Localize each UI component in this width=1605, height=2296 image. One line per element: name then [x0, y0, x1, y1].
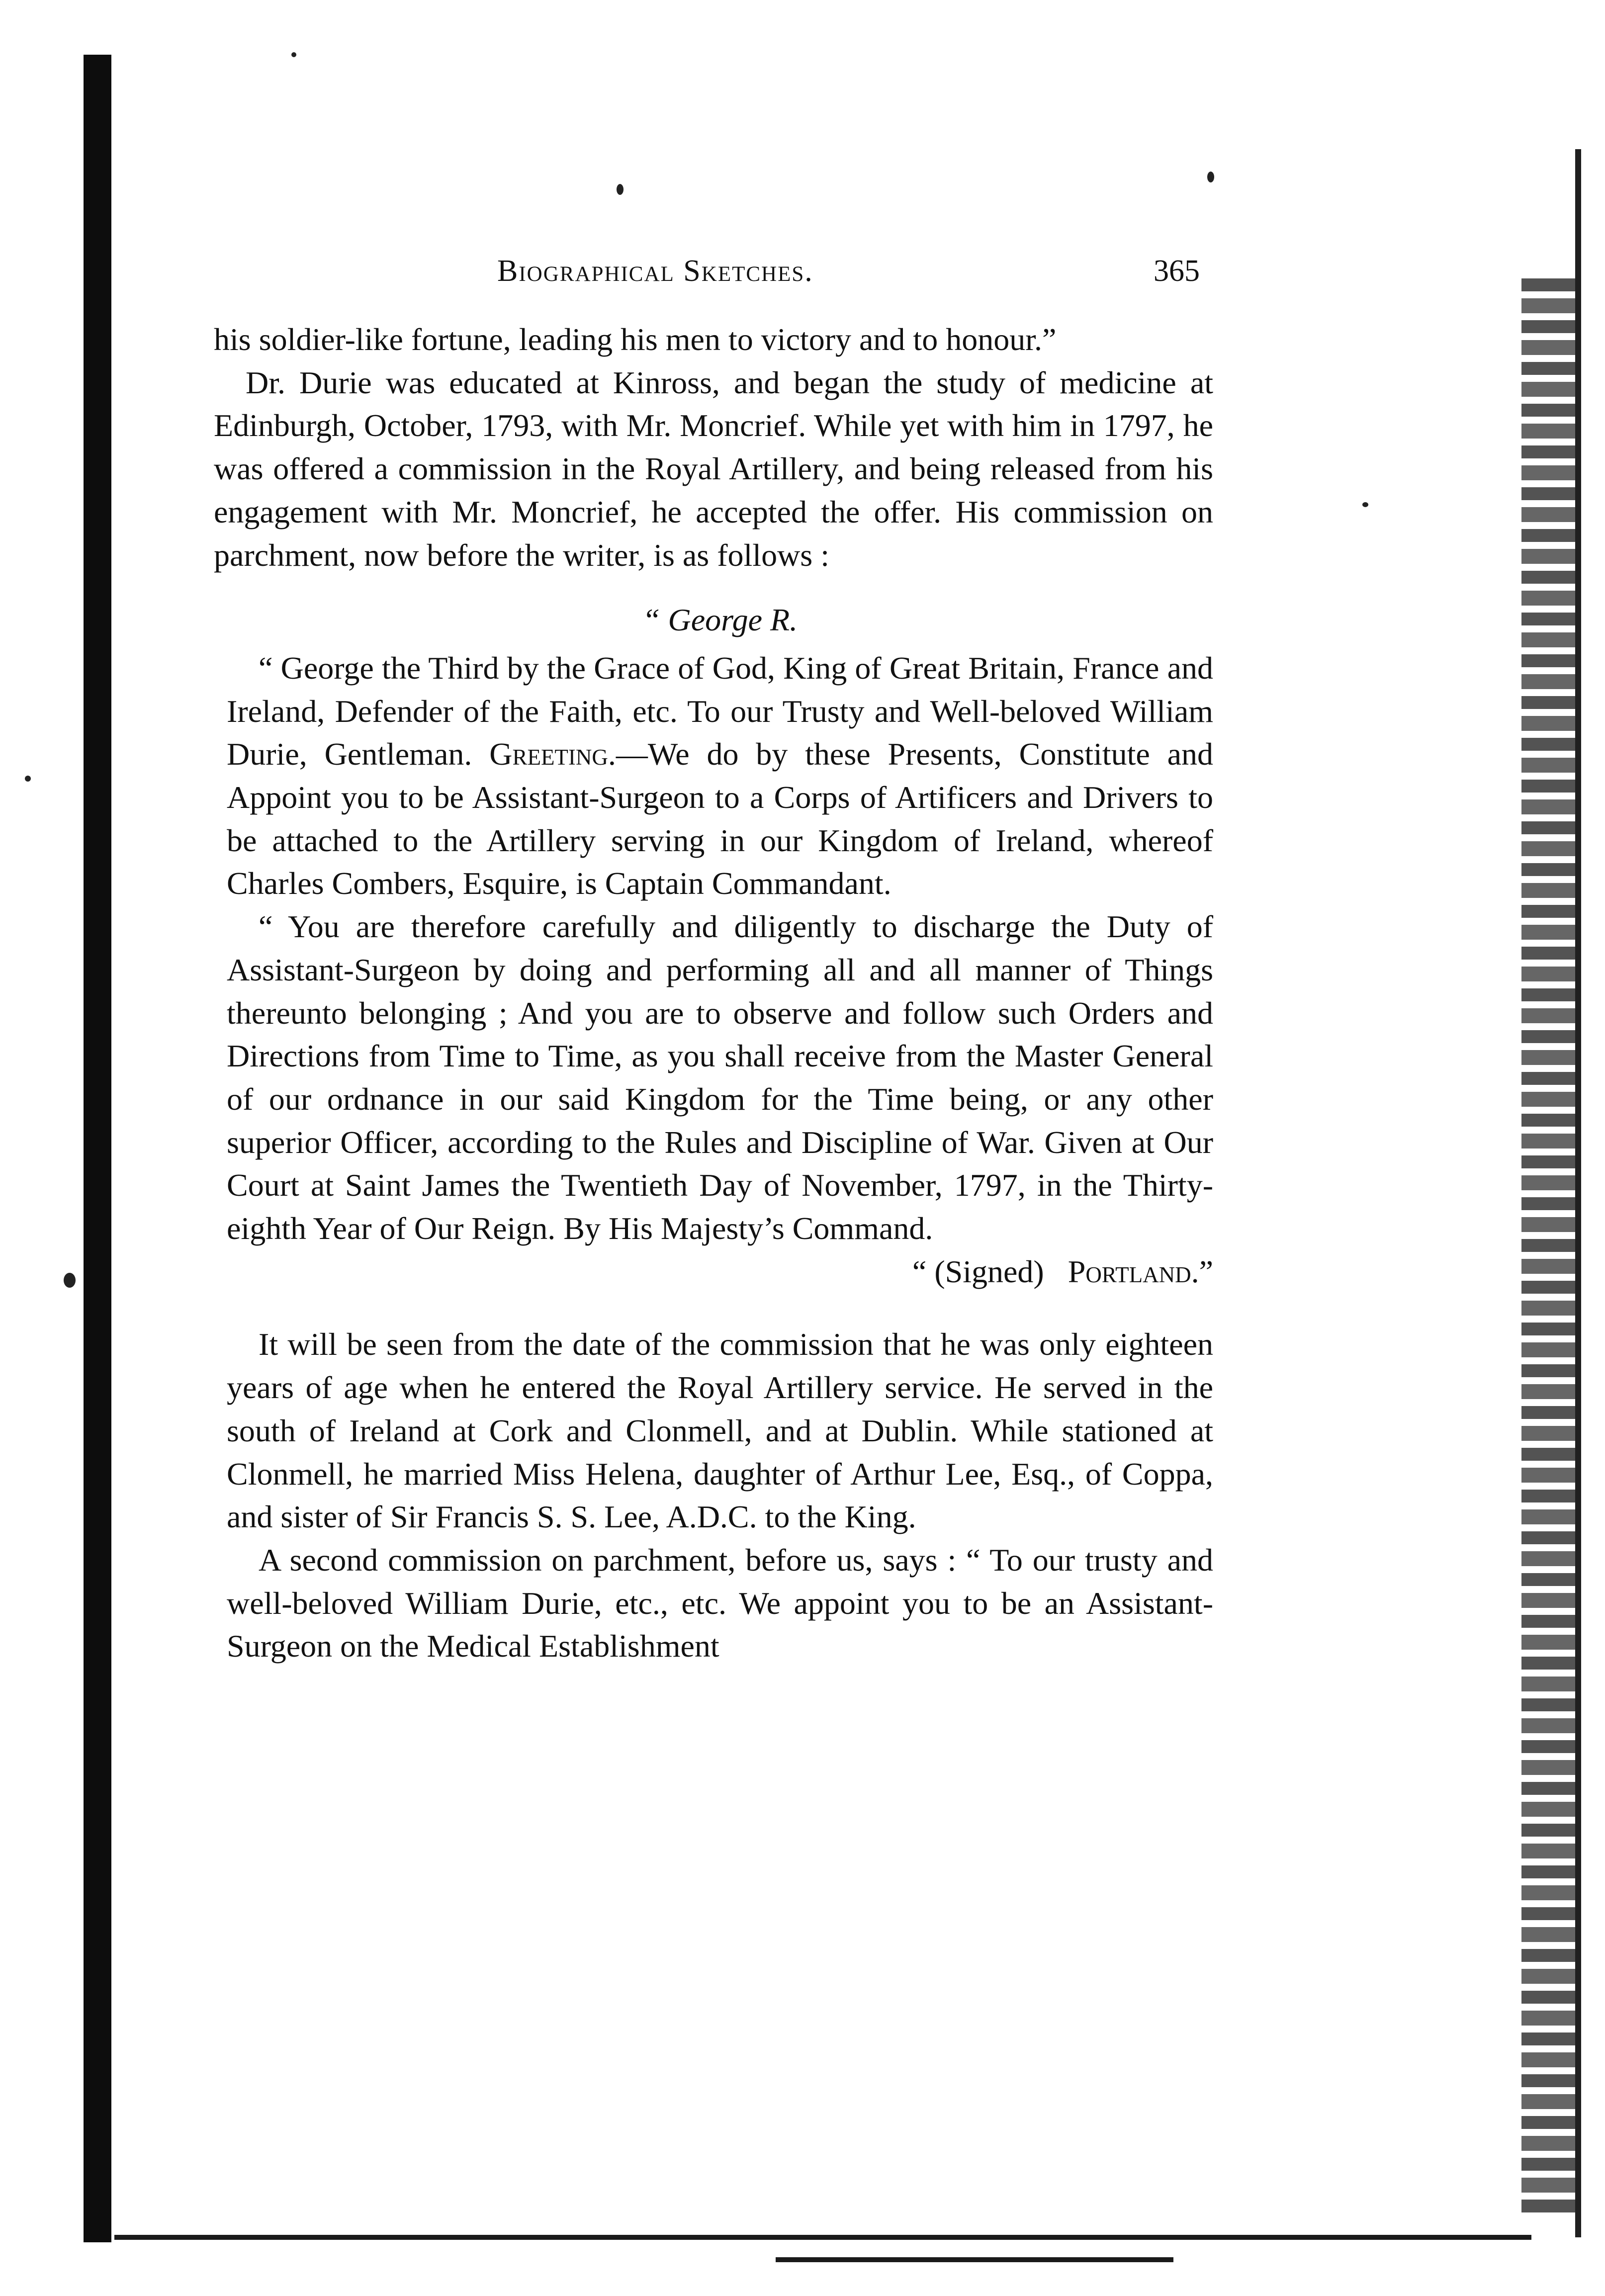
commission-greeting: Greeting.	[489, 736, 616, 772]
spacer	[214, 577, 1213, 599]
page-edge-line	[1575, 149, 1581, 2237]
ink-speck	[1362, 502, 1368, 507]
page-number: 365	[1154, 254, 1200, 288]
running-title: Biographical Sketches.	[497, 254, 813, 288]
page-body	[214, 318, 1213, 1668]
paragraph-service: It will be seen from the date of the commission that he was only eighteen years of age when he entered the Royal Artillery service. He served in the south of Ireland at Cork and Clonmell, and at Dublin. While stationed at Clonmell, he married Miss Helena, daughter of Arthur Lee, Esq., of Coppa, and sister of Sir Francis S. S. Lee, A.D.C. to the King.	[227, 1326, 1213, 1535]
signed-prefix: “ (Signed)	[912, 1253, 1044, 1289]
paragraph-second-commission: A second commission on parchment, before us, says : “ To our trusty and well-beloved William Durie, etc., etc. We appoint you to be an Assistant-Surgeon on the Medical Establishment	[227, 1542, 1213, 1664]
commission-paragraph-1	[227, 647, 1213, 905]
paragraph-continued: his soldier-like fortune, leading his men to victory and to honour.”	[214, 322, 1057, 357]
book-spine-shadow	[84, 55, 111, 2242]
commission-heading: “ George R.	[642, 602, 798, 638]
ink-speck	[64, 1273, 76, 1288]
spacer	[227, 642, 1213, 647]
signed-name: Portland.	[1068, 1253, 1199, 1289]
commission-paragraph-2: “ You are therefore carefully and diligently to discharge the Duty of Assistant-Surgeon by doing and performing all and all manner of Things thereunto belonging ; And you are to observe and follow such Orders and Directions from Time to Time, as you shall receive from the Master General of our ordnance in our said Kingdom for the Time being, or any other superior Officer, according to the Rules and Discipline of War. Given at Our Court at Saint James the Twentieth Day of November, 1797, in the Thirty-eighth Year of Our Reign. By His Majesty’s Command.	[227, 909, 1213, 1246]
paragraph-education: Dr. Durie was educated at Kinross, and began the study of medicine at Edinburgh, October, 1793, with Mr. Moncrief. While yet with him in 1797, he was offered a commission in the Royal Artillery, and being released from his engagement with Mr. Moncrief, he accepted the offer. His commission on parchment, now before the writer, is as follows :	[214, 364, 1213, 573]
ink-speck	[617, 184, 624, 195]
ink-speck	[291, 52, 296, 57]
bottom-edge-line	[114, 2235, 1531, 2240]
spacer	[227, 1293, 1213, 1323]
ink-speck	[25, 776, 31, 782]
page-edge-shadow	[1521, 278, 1581, 2217]
commission-signature	[227, 1250, 1253, 1294]
commission-rest: —We do by these Presents, Constitute and Appoint you to be Assistant-Surgeon to a Corps of Artificers and Drivers to be attached to the Artillery serving in our Kingdom of Ireland, whereof Charles Combers, Esquire, is Captain Commandant.	[227, 736, 1214, 901]
bottom-edge-line-2	[776, 2257, 1173, 2262]
commission-lead: “ George the Third by the Grace of God, King of Great Britain, France and Ireland, Defender of the Faith, etc. To our Trusty and Well-beloved William Durie, Gentleman.	[227, 650, 1213, 772]
ink-speck	[1207, 172, 1214, 182]
signed-close: ”	[1199, 1253, 1213, 1289]
commission-text	[214, 599, 1213, 1668]
running-head	[214, 254, 1208, 293]
